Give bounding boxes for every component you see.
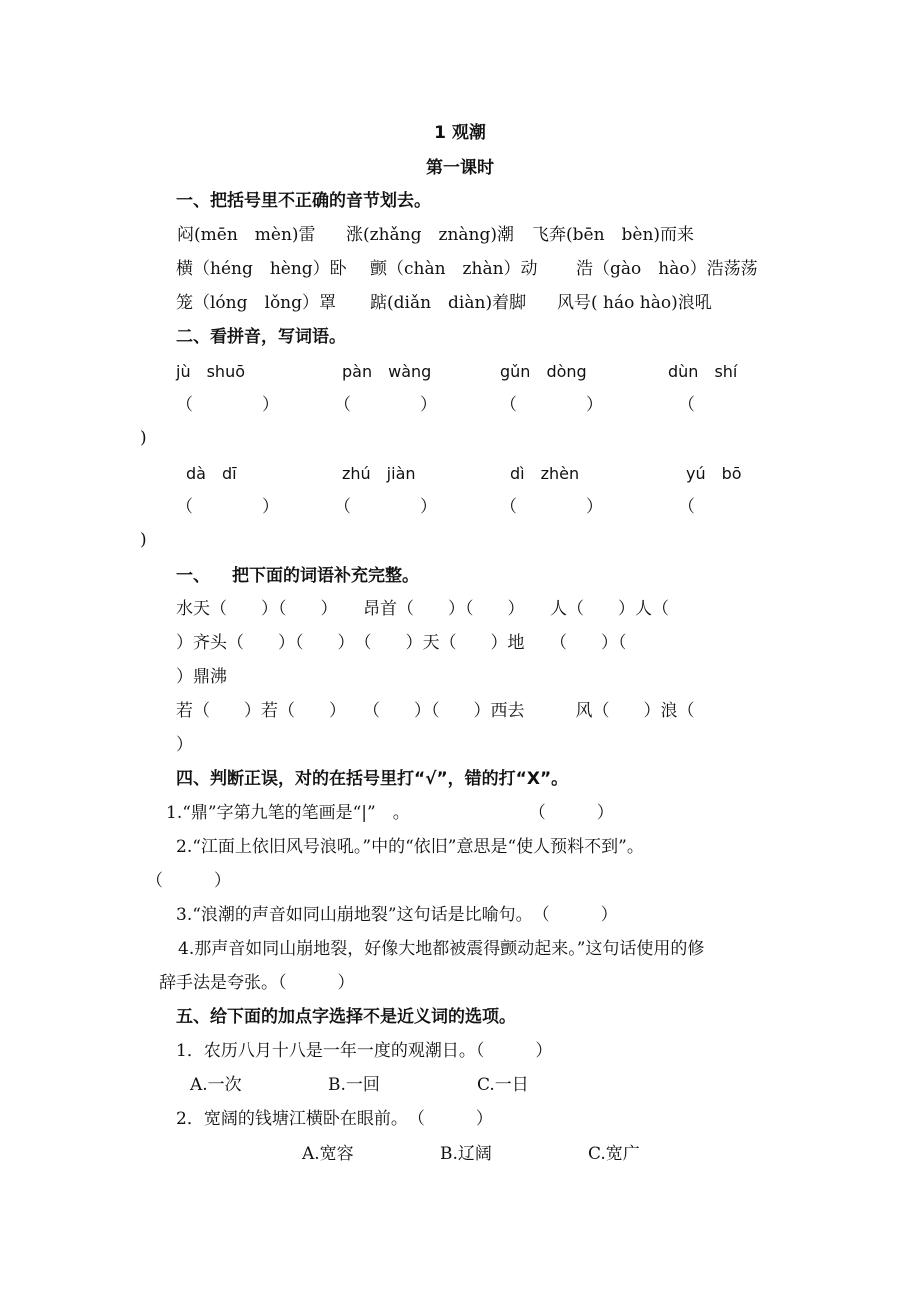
s3-line-5: ） [176, 735, 193, 755]
s1-row1-item2: 涨(zhǎng znàng)潮 [346, 225, 515, 245]
s4-item-2: 2.“江面上依旧风号浪吼。”中的“依旧”意思是“使人预料不到”。 [176, 837, 644, 857]
answer-paren-close: ） [262, 395, 279, 415]
answer-paren-open: （ [678, 395, 695, 415]
pinyin-4: dùn shí [668, 362, 738, 381]
s1-row2-item2: 颤（chàn zhàn）动 [370, 259, 538, 279]
s4-item-3: 3.“浪潮的声音如同山崩地裂”这句话是比喻句。 （ ） [176, 905, 618, 925]
pinyin-3: gǔn dòng [500, 362, 587, 381]
s4-item-4: 4.那声音如同山崩地裂，好像大地都被震得颤动起来。”这句话使用的修 [178, 939, 705, 959]
section-2-heading: 二、看拼音，写词语。 [176, 327, 346, 347]
s1-row1-item1: 闷(mēn mèn)雷 [177, 225, 316, 245]
pinyin-2: pàn wàng [342, 362, 432, 381]
answer-paren-close: ） [262, 497, 279, 517]
s1-row3-item1: 笼（lóng lǒng）罩 [176, 293, 337, 313]
answer-paren-open: （ [176, 395, 193, 415]
answer-paren-open: （ [678, 497, 695, 517]
s5-q1-option-a: A.一次 [190, 1075, 242, 1095]
pinyin-1: jù shuō [176, 362, 245, 381]
answer-paren-close: ） [420, 395, 437, 415]
pinyin-8: yú bō [686, 464, 742, 483]
lesson-title: 1 观潮 [434, 123, 486, 143]
answer-paren-open: （ [334, 497, 351, 517]
s4-item-2-paren: （ ） [146, 871, 231, 891]
s1-row2-item1: 横（héng hèng）卧 [176, 259, 347, 279]
s4-item-1: 1.“鼎”字第九笔的笔画是“|” 。 （ ） [166, 803, 614, 823]
s1-row1-item3: 飞奔(bēn bèn)而来 [532, 225, 695, 245]
answer-paren-open: （ [334, 395, 351, 415]
s5-q2-option-b: B.辽阔 [440, 1144, 492, 1164]
answer-paren-close: ） [420, 497, 437, 517]
answer-paren-open: （ [500, 497, 517, 517]
s5-q2-option-a: A.宽容 [302, 1144, 354, 1164]
s4-item-4-continued: 辞手法是夸张。（ ） [159, 973, 355, 993]
s3-line-4: 若（ ）若（ ） （ ）（ ）西去 风（ ）浪（ [176, 701, 695, 721]
answer-paren-open: （ [500, 395, 517, 415]
answer-paren-close-wrapped: ) [140, 428, 147, 448]
answer-paren-close-wrapped: ) [140, 530, 147, 550]
s5-q2-option-c: C.宽广 [588, 1144, 640, 1164]
s1-row3-item3: 风号( háo hào)浪吼 [557, 293, 712, 313]
s5-q1-option-c: C.一日 [477, 1075, 529, 1095]
answer-paren-close: ） [586, 497, 603, 517]
s5-question-1: 1．农历八月十八是一年一度的观潮日。（ ） [176, 1041, 553, 1061]
s1-row3-item2: 踮(diǎn diàn)着脚 [370, 293, 527, 313]
section-4-heading: 四、判断正误，对的在括号里打“√”，错的打“X”。 [176, 769, 569, 789]
s3-line-3: ）鼎沸 [176, 667, 227, 687]
answer-paren-open: （ [176, 497, 193, 517]
s5-question-2: 2．宽阔的钱塘江横卧在眼前。 （ ） [176, 1109, 493, 1129]
answer-paren-close: ） [586, 395, 603, 415]
section-3-heading: 把下面的词语补充完整。 [232, 566, 419, 586]
lesson-subtitle: 第一课时 [426, 158, 494, 178]
s1-row2-item3: 浩（gào hào）浩荡荡 [576, 259, 758, 279]
s5-q1-option-b: B.一回 [328, 1075, 380, 1095]
section-1-heading: 一、把括号里不正确的音节划去。 [176, 191, 431, 211]
s3-line-1: 水天（ ）（ ） 昂首（ ）（ ） 人（ ）人（ [176, 599, 669, 619]
pinyin-6: zhú jiàn [342, 464, 416, 483]
s3-line-2: ）齐头（ ）（ ） （ ）天（ ）地 （ ）（ [176, 633, 627, 653]
pinyin-5: dà dī [186, 464, 237, 483]
pinyin-7: dì zhèn [510, 464, 580, 483]
section-3-heading-number: 一、 [176, 566, 210, 586]
section-5-heading: 五、给下面的加点字选择不是近义词的选项。 [176, 1007, 516, 1027]
